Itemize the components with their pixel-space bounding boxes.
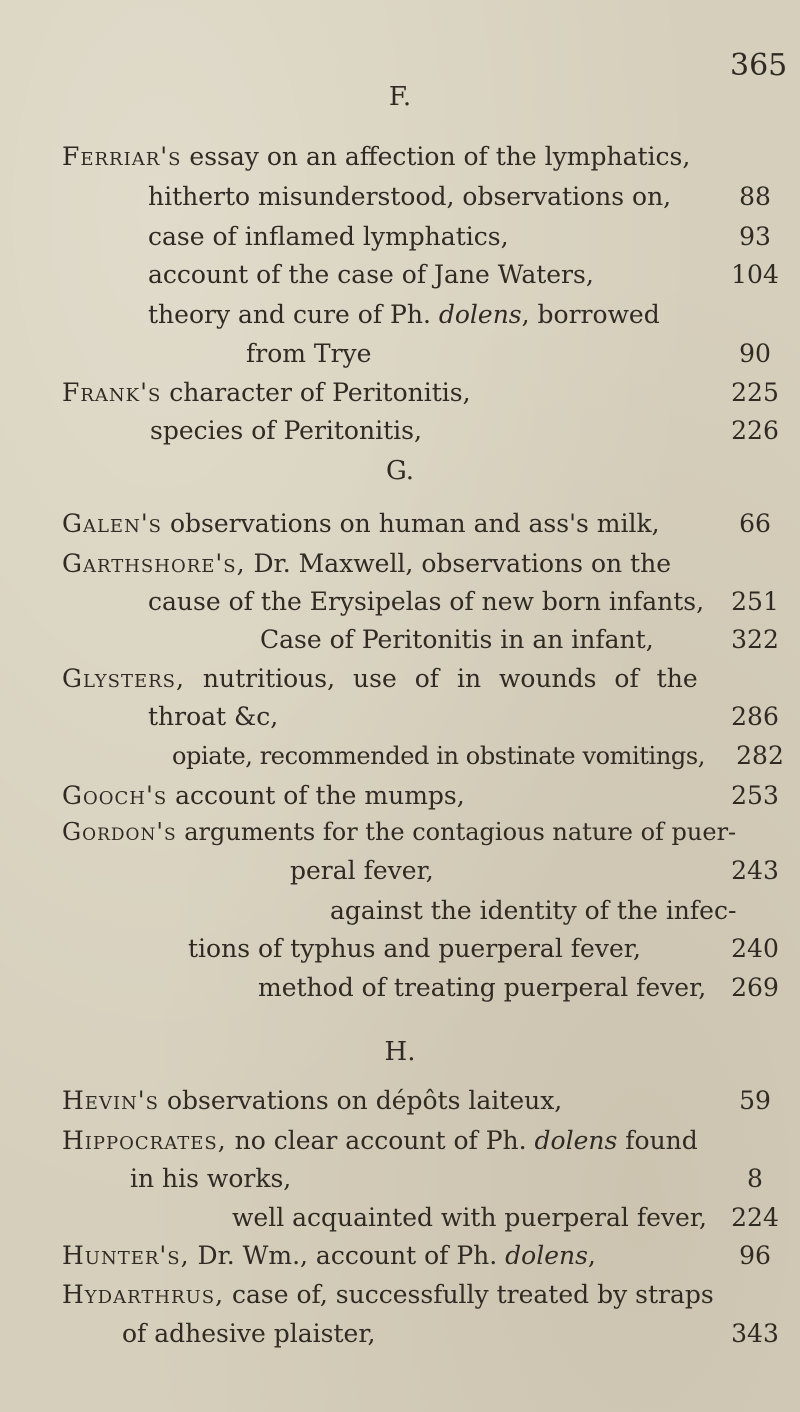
index-entry [0,894,800,928]
entry-text: well acquainted with puerperal fever, [232,1203,707,1232]
entry-head: Glysters, [62,664,185,693]
entry-text: case of, successfully treated by straps [232,1280,714,1309]
entry-text: Case of Peritonitis in an infant, [260,625,654,654]
entry-text: nutritious, use of in wounds of the [202,664,698,693]
entry-page: 90 [739,339,771,368]
index-entry [0,180,800,214]
index-entry [0,414,800,448]
entry-text: account of the case of Jane Waters, [148,260,594,289]
index-entry [0,258,800,292]
index-entry [0,854,800,888]
entry-text: peral fever, [290,856,434,885]
section-letter-g: G. [385,456,415,486]
section-letter-h: H. [384,1037,416,1067]
entry-page: 253 [731,781,779,810]
index-entry [0,376,800,410]
entry-page: 269 [731,973,779,1002]
entry-text: case of inflamed lymphatics, [148,222,509,251]
entry-page: 343 [731,1319,779,1348]
index-entry: Hunter's, Dr. Wm., account of Ph. dolens, 96 [0,1239,800,1273]
index-entry [0,507,800,541]
entry-text: character of Peritonitis, [169,378,471,407]
entry-head: Hunter's, [62,1241,190,1270]
entry-text: opiate, recommended in obstinate vomitings, [172,742,705,770]
entry-text: against the identity of the infec- [330,896,737,925]
entry-text: species of Peritonitis, [150,416,422,445]
entry-page: 226 [731,416,779,445]
entry-text: account of the mumps, [175,781,465,810]
entry-text: Dr. Maxwell, observations on the [253,549,671,578]
entry-text: cause of the Erysipelas of new born infants, [148,587,705,616]
entry-page: 224 [731,1203,779,1232]
entry-text: of adhesive plaister, [122,1319,376,1348]
index-entry [0,1084,800,1118]
entry-text: method of treating puerperal fever, [258,973,707,1002]
index-entry [0,623,800,657]
entry-text: tions of typhus and puerperal fever, [188,934,641,963]
entry-text: in his works, [130,1164,292,1193]
entry-page: 66 [739,509,771,538]
entry-page: 286 [731,702,779,731]
entry-page: 282 [736,741,784,770]
entry-page: 225 [731,378,779,407]
index-entry [0,779,800,813]
index-entry [0,1201,800,1235]
entry-head: Hydarthrus, [62,1280,225,1309]
index-entry [0,337,800,371]
index-entry [0,1162,800,1196]
entry-text: essay on an affection of the lymphatics, [189,142,691,171]
entry-page: 251 [731,587,779,616]
index-entry [0,971,800,1005]
entry-page: 240 [731,934,779,963]
entry-page: 322 [731,625,779,654]
entry-page: 88 [739,182,771,211]
entry-page: 8 [747,1164,763,1193]
index-entry: Hippocrates, no clear account of Ph. dolens found [62,1126,698,1155]
index-entry [0,662,800,696]
index-entry [0,1317,800,1351]
entry-head: Hippocrates, [62,1126,227,1155]
index-entry [0,815,800,849]
index-entry [0,739,800,773]
entry-text: hitherto misunderstood, observations on, [148,182,672,211]
index-entry [0,547,800,581]
entry-text: throat &c, [148,702,279,731]
entry-head: Garthshore's, [62,549,246,578]
index-entry [0,1278,800,1312]
entry-page: 243 [731,856,779,885]
entry-head: Gooch's [62,781,168,810]
index-entry [0,140,800,174]
entry-head: Hevin's [62,1086,160,1115]
entry-head: Ferriar's [62,142,182,171]
section-letter-f: F. [388,82,412,112]
index-entry [0,585,800,619]
index-entry [0,932,800,966]
entry-text: from Trye [246,339,372,368]
entry-text: arguments for the contagious nature of puer- [184,818,737,846]
entry-head: Frank's [62,378,162,407]
index-entry [0,700,800,734]
entry-page: 96 [739,1241,771,1270]
page-number: 365 [730,48,788,83]
entry-page: 93 [739,222,771,251]
entry-head: Gordon's [62,818,177,846]
index-entry [0,220,800,254]
entry-page: 104 [731,260,779,289]
entry-head: Galen's [62,509,163,538]
entry-text: observations on human and ass's milk, [169,509,660,538]
index-entry: theory and cure of Ph. dolens, borrowed [148,300,660,329]
entry-page: 59 [739,1086,771,1115]
entry-text: observations on dépôts laiteux, [166,1086,563,1115]
